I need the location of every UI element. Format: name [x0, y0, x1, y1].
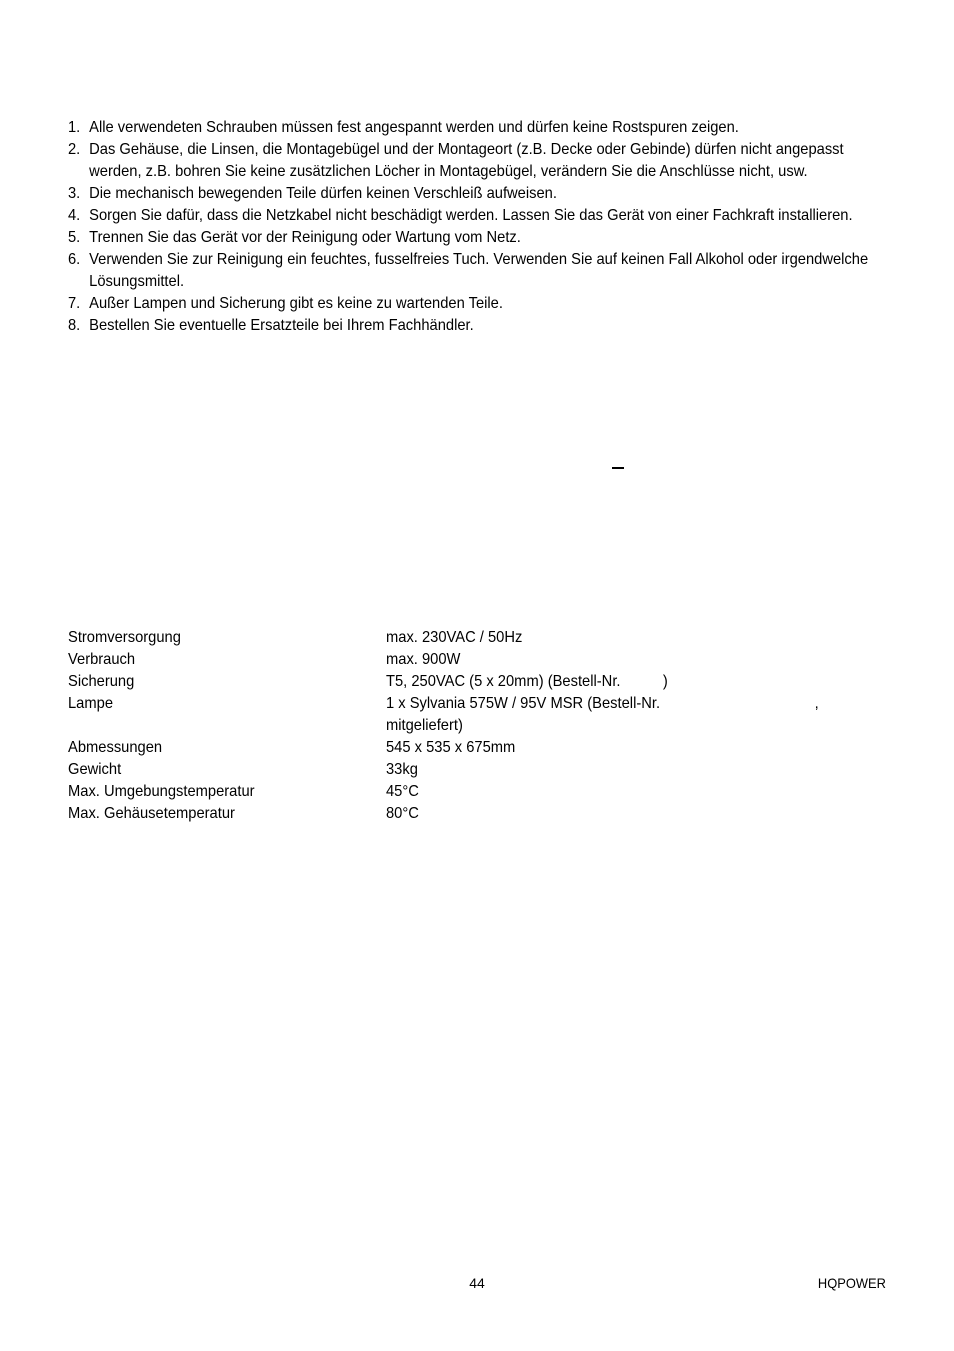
spec-table [68, 627, 868, 825]
list-item [68, 293, 868, 315]
spec-row-lamp [68, 693, 868, 737]
spec-value-text: 1 x Sylvania 575W / 95V MSR (Bestell-Nr. [386, 695, 661, 712]
spec-row-weight [68, 759, 868, 781]
list-item-text: Das Gehäuse, die Linsen, die Montagebügel und der Montageort (z.B. Decke oder Gebinde) dürfen nicht angepasst werden, z.B. bohren Sie keine zusätzlichen Löcher in Montagebügel, verändern Sie die Anschlüsse nicht, usw. [89, 141, 844, 180]
list-item-text: Verwenden Sie zur Reinigung ein feuchtes, fusselfreies Tuch. Verwenden Sie auf keinen Fall Alkohol oder irgendwelche Lösungsmittel. [89, 251, 869, 290]
spec-label: Abmessungen [68, 739, 163, 756]
list-item [68, 205, 868, 227]
maintenance-list [68, 117, 868, 337]
spec-value [386, 693, 864, 715]
spec-value-line2: mitgeliefert) [386, 717, 463, 734]
list-item-number: 3. [68, 185, 81, 202]
spec-value: 80°C [386, 805, 419, 822]
list-item-text: Alle verwendeten Schrauben müssen fest angespannt werden und dürfen keine Rostspuren zeigen. [89, 119, 739, 136]
spec-label: Stromversorgung [68, 629, 181, 646]
list-item [68, 183, 868, 205]
spec-row-dimensions [68, 737, 868, 759]
spec-value: max. 900W [386, 651, 461, 668]
list-item-number: 8. [68, 317, 81, 334]
list-item-text: Sorgen Sie dafür, dass die Netzkabel nicht beschädigt werden. Lassen Sie das Gerät von einer Fachkraft installieren. [89, 207, 853, 224]
list-item [68, 117, 868, 139]
spec-row-power [68, 627, 868, 649]
list-item-number: 2. [68, 141, 81, 158]
list-item [68, 315, 868, 337]
list-item-number: 6. [68, 251, 81, 268]
list-item-number: 7. [68, 295, 81, 312]
spec-label: Max. Umgebungstemperatur [68, 783, 255, 800]
dash-mark [612, 467, 624, 469]
list-item-text: Die mechanisch bewegenden Teile dürfen keinen Verschleiß aufweisen. [89, 185, 557, 202]
list-item-text: Bestellen Sie eventuelle Ersatzteile bei Ihrem Fachhändler. [89, 317, 474, 334]
spec-label: Gewicht [68, 761, 122, 778]
spec-value: 45°C [386, 783, 419, 800]
spec-value: 33kg [386, 761, 418, 778]
spec-value: max. 230VAC / 50Hz [386, 629, 523, 646]
list-item [68, 139, 868, 183]
spec-row-fuse [68, 671, 868, 693]
spec-row-consumption [68, 649, 868, 671]
spec-row-housing-temp [68, 803, 868, 825]
list-item-number: 4. [68, 207, 81, 224]
list-item [68, 227, 868, 249]
list-item-text: Außer Lampen und Sicherung gibt es keine zu wartenden Teile. [89, 295, 503, 312]
spec-value-end: ) [662, 673, 668, 690]
spec-value-end: , [814, 695, 819, 712]
list-item-number: 1. [68, 119, 81, 136]
spec-value-text: T5, 250VAC (5 x 20mm) (Bestell-Nr. [386, 673, 621, 690]
brand-name: HQPOWER [818, 1275, 886, 1291]
list-item-text: Trennen Sie das Gerät vor der Reinigung oder Wartung vom Netz. [89, 229, 521, 246]
page-number: 44 [469, 1275, 485, 1291]
spec-label: Max. Gehäusetemperatur [68, 805, 235, 822]
spec-value [386, 671, 864, 693]
spec-label: Verbrauch [68, 651, 136, 668]
list-item [68, 249, 868, 293]
spec-label: Sicherung [68, 673, 135, 690]
spec-row-ambient-temp [68, 781, 868, 803]
list-item-number: 5. [68, 229, 81, 246]
spec-value: 545 x 535 x 675mm [386, 739, 516, 756]
spec-label: Lampe [68, 695, 114, 712]
